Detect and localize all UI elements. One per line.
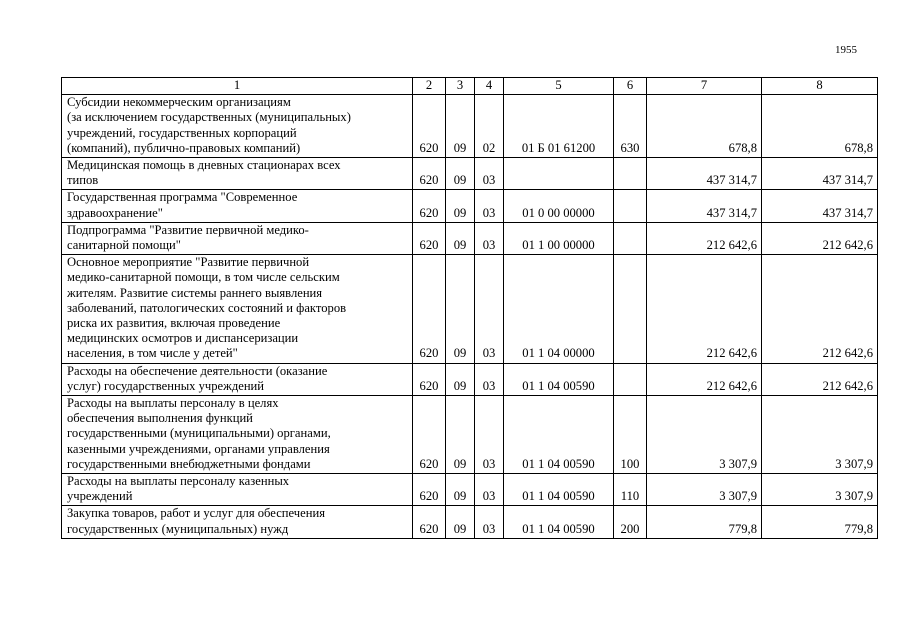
- row-target-article: 01 1 04 00590: [504, 363, 614, 395]
- column-header: 5: [504, 78, 614, 95]
- row-amount-col8: 3 307,9: [762, 474, 878, 506]
- table-row: [62, 474, 878, 506]
- row-amount-col7: 212 642,6: [647, 255, 762, 363]
- column-header: 6: [614, 78, 647, 95]
- table-row: [62, 222, 878, 254]
- row-name: Государственная программа "Современное здравоохранение": [62, 190, 413, 222]
- row-subsection: 03: [475, 158, 504, 190]
- row-subsection: 03: [475, 190, 504, 222]
- row-section: 09: [446, 222, 475, 254]
- row-amount-col8: 212 642,6: [762, 363, 878, 395]
- table-row: [62, 190, 878, 222]
- row-subsection: 03: [475, 222, 504, 254]
- column-header: 2: [413, 78, 446, 95]
- row-expense-type: [614, 363, 647, 395]
- row-section: 09: [446, 190, 475, 222]
- row-amount-col7: 3 307,9: [647, 474, 762, 506]
- row-amount-col8: 437 314,7: [762, 158, 878, 190]
- row-ministry-code: 620: [413, 396, 446, 474]
- row-name: Расходы на обеспечение деятельности (оказание услуг) государственных учреждений: [62, 363, 413, 395]
- row-ministry-code: 620: [413, 158, 446, 190]
- column-header: 4: [475, 78, 504, 95]
- row-section: 09: [446, 255, 475, 363]
- row-expense-type: 100: [614, 396, 647, 474]
- row-amount-col7: 212 642,6: [647, 222, 762, 254]
- row-ministry-code: 620: [413, 222, 446, 254]
- row-amount-col7: 437 314,7: [647, 190, 762, 222]
- row-expense-type: [614, 255, 647, 363]
- row-expense-type: [614, 158, 647, 190]
- row-amount-col8: 212 642,6: [762, 255, 878, 363]
- column-header: 7: [647, 78, 762, 95]
- row-target-article: 01 1 00 00000: [504, 222, 614, 254]
- row-amount-col8: 437 314,7: [762, 190, 878, 222]
- row-name: Субсидии некоммерческим организациям (за исключением государственных (муниципальных) учреждений, государственных корпораций (компаний), публично-правовых компаний): [62, 95, 413, 158]
- row-section: 09: [446, 396, 475, 474]
- row-amount-col8: 779,8: [762, 506, 878, 538]
- table-row: [62, 396, 878, 474]
- row-section: 09: [446, 474, 475, 506]
- column-header: 8: [762, 78, 878, 95]
- row-amount-col8: 212 642,6: [762, 222, 878, 254]
- row-ministry-code: 620: [413, 255, 446, 363]
- row-amount-col7: 212 642,6: [647, 363, 762, 395]
- row-expense-type: 200: [614, 506, 647, 538]
- table-row: [62, 363, 878, 395]
- row-ministry-code: 620: [413, 190, 446, 222]
- row-section: 09: [446, 363, 475, 395]
- row-section: 09: [446, 506, 475, 538]
- row-amount-col8: 3 307,9: [762, 396, 878, 474]
- column-header: 3: [446, 78, 475, 95]
- row-target-article: [504, 158, 614, 190]
- row-ministry-code: 620: [413, 95, 446, 158]
- row-amount-col8: 678,8: [762, 95, 878, 158]
- row-name: Основное мероприятие "Развитие первичной медико-санитарной помощи, в том числе сельским жителям. Развитие системы раннего выявления заболеваний, патологических состояний и факторов риска их развития, включая проведение медицинских осмотров и диспансеризации населения, в том числе у детей": [62, 255, 413, 363]
- row-target-article: 01 1 04 00590: [504, 506, 614, 538]
- row-ministry-code: 620: [413, 363, 446, 395]
- row-name: Расходы на выплаты персоналу в целях обеспечения выполнения функций государственными (муниципальными) органами, казенными учреждениями, органами управления государственными внебюджетными фондами: [62, 396, 413, 474]
- row-expense-type: [614, 222, 647, 254]
- row-amount-col7: 678,8: [647, 95, 762, 158]
- column-header: 1: [62, 78, 413, 95]
- row-amount-col7: 437 314,7: [647, 158, 762, 190]
- page-number: 1955: [835, 44, 857, 56]
- row-name: Расходы на выплаты персоналу казенных учреждений: [62, 474, 413, 506]
- table-header-row: [62, 78, 878, 95]
- row-subsection: 03: [475, 255, 504, 363]
- row-amount-col7: 779,8: [647, 506, 762, 538]
- row-ministry-code: 620: [413, 474, 446, 506]
- row-target-article: 01 Б 01 61200: [504, 95, 614, 158]
- row-expense-type: 630: [614, 95, 647, 158]
- row-section: 09: [446, 158, 475, 190]
- row-expense-type: 110: [614, 474, 647, 506]
- row-section: 09: [446, 95, 475, 158]
- row-subsection: 03: [475, 363, 504, 395]
- table-row: [62, 506, 878, 538]
- row-name: Закупка товаров, работ и услуг для обеспечения государственных (муниципальных) нужд: [62, 506, 413, 538]
- table-row: [62, 255, 878, 363]
- table-row: [62, 95, 878, 158]
- row-target-article: 01 1 04 00000: [504, 255, 614, 363]
- row-subsection: 02: [475, 95, 504, 158]
- row-target-article: 01 0 00 00000: [504, 190, 614, 222]
- row-subsection: 03: [475, 474, 504, 506]
- row-ministry-code: 620: [413, 506, 446, 538]
- row-subsection: 03: [475, 396, 504, 474]
- budget-table: [61, 77, 878, 539]
- row-name: Медицинская помощь в дневных стационарах всех типов: [62, 158, 413, 190]
- table-row: [62, 158, 878, 190]
- row-subsection: 03: [475, 506, 504, 538]
- row-target-article: 01 1 04 00590: [504, 396, 614, 474]
- row-expense-type: [614, 190, 647, 222]
- row-name: Подпрограмма "Развитие первичной медико- санитарной помощи": [62, 222, 413, 254]
- row-target-article: 01 1 04 00590: [504, 474, 614, 506]
- row-amount-col7: 3 307,9: [647, 396, 762, 474]
